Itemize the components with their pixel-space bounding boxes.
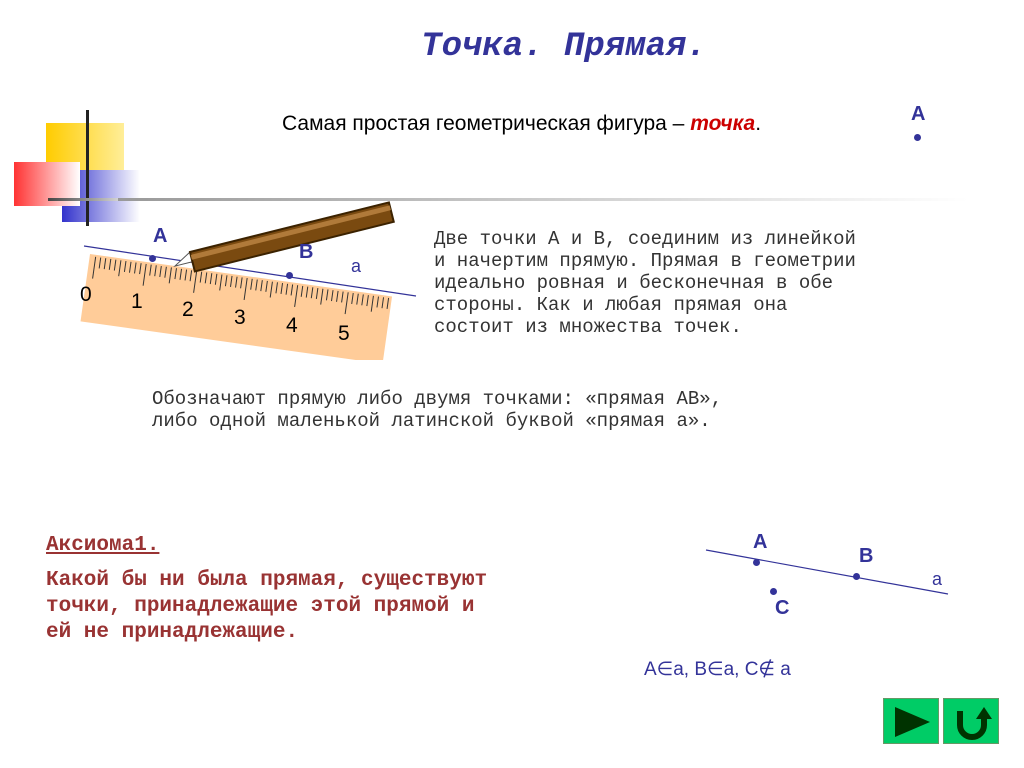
diagram-point-c-dot — [770, 588, 777, 595]
diagram-point-a-label: A — [753, 531, 768, 553]
ruler-illustration — [60, 190, 420, 360]
axiom-diagram — [700, 530, 960, 600]
ruler-number: 0 — [80, 283, 92, 306]
ruler-point-a-dot — [149, 255, 156, 262]
diagram-point-b-label: B — [859, 545, 874, 567]
diagram-point-b-dot — [853, 573, 860, 580]
ruler-number: 2 — [182, 298, 194, 321]
ruler-point-a-label: A — [153, 225, 168, 247]
diagram-point-c-label: C — [775, 597, 790, 619]
lead-suffix: . — [755, 112, 762, 135]
u-turn-icon — [944, 699, 1000, 745]
lead-sentence — [282, 112, 761, 136]
slide-title: Точка. Прямая. — [421, 28, 707, 66]
ruler-number: 5 — [338, 322, 350, 345]
play-triangle-icon — [884, 699, 940, 745]
membership-relation: A∈a, B∈a, C∉ a — [644, 659, 791, 680]
next-slide-button[interactable] — [883, 698, 939, 744]
ruler-point-b-dot — [286, 272, 293, 279]
return-button[interactable] — [943, 698, 999, 744]
ruler-svg — [60, 190, 420, 360]
corner-point-dot — [914, 134, 921, 141]
ruler-line-label: a — [351, 256, 362, 276]
ruler-number: 3 — [234, 306, 246, 329]
ruler-number: 1 — [131, 290, 143, 313]
lead-prefix: Самая простая геометрическая фигура – — [282, 112, 691, 135]
corner-point-label: A — [911, 103, 926, 125]
notation-paragraph: Обозначают прямую либо двумя точками: «прямая АВ», либо одной маленькой латинской буквой «прямая а». — [152, 388, 723, 432]
description-paragraph: Две точки А и В, соединим из линейкой и начертим прямую. Прямая в геометрии идеально ровная и бесконечная в обе стороны. Как и любая прямая она состоит из множества точек. — [434, 228, 856, 338]
axiom-text: Какой бы ни была прямая, существуют точки, принадлежащие этой прямой и ей не принадлежащие. — [46, 569, 488, 644]
diagram-line-label: a — [932, 569, 943, 589]
lead-emphasis: точка — [690, 112, 756, 135]
diagram-point-a-dot — [753, 559, 760, 566]
ruler-number: 4 — [286, 314, 298, 337]
axiom-title: Аксиома1. — [46, 534, 160, 557]
ruler-point-b-label: B — [299, 241, 314, 263]
